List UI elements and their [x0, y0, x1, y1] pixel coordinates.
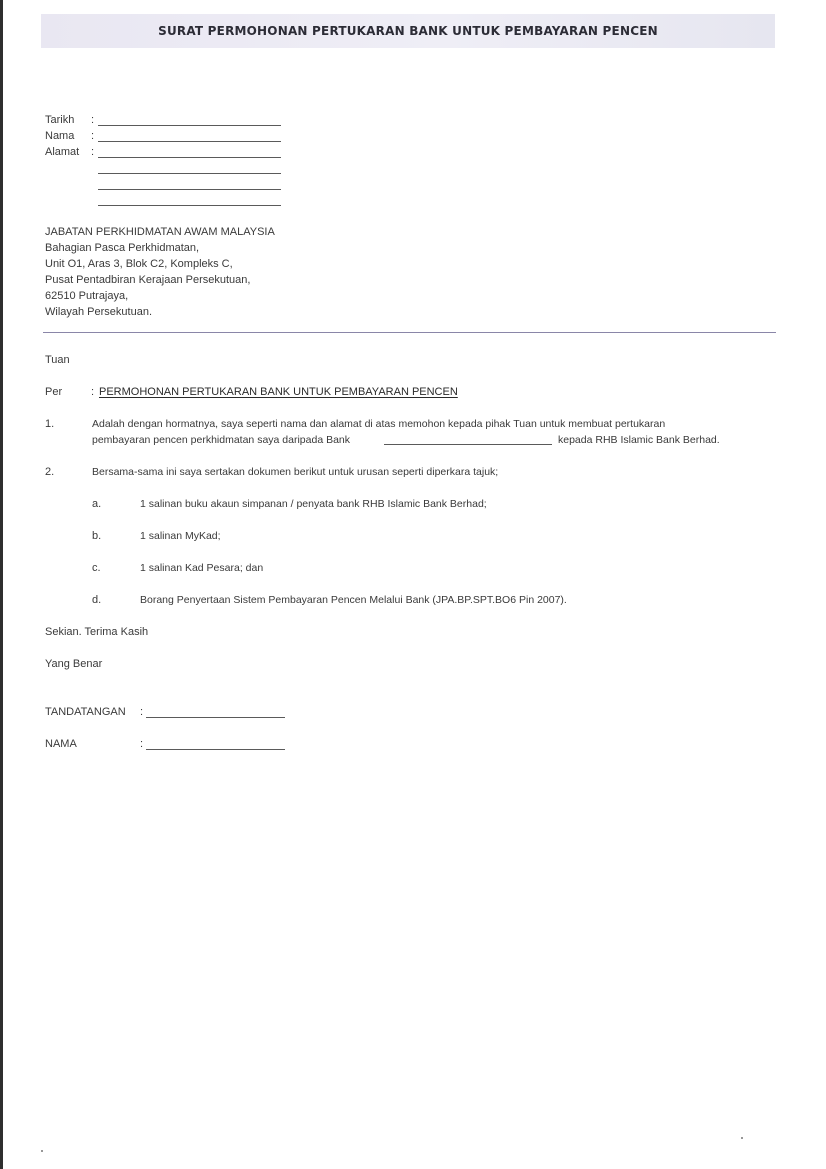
nama-field-line[interactable]	[98, 141, 281, 142]
signature-name-field-line[interactable]	[146, 749, 285, 750]
signature-nama-colon: :	[140, 738, 144, 750]
alamat-field-line-2[interactable]	[98, 173, 281, 174]
alamat-label: Alamat	[45, 146, 80, 158]
para1-line-2-end: kepada RHB Islamic Bank Berhad.	[558, 434, 720, 446]
bank-name-field-line[interactable]	[384, 444, 552, 445]
nama-colon: :	[91, 130, 95, 142]
alamat-field-line-4[interactable]	[98, 205, 281, 206]
recipient-line-2: Bahagian Pasca Perkhidmatan,	[45, 242, 200, 254]
salutation: Tuan	[45, 354, 70, 366]
para2-number: 2.	[45, 466, 55, 478]
signature-field-line[interactable]	[146, 717, 285, 718]
alamat-colon: :	[91, 146, 95, 158]
divider-rule	[43, 332, 776, 333]
list-item-a-text: 1 salinan buku akaun simpanan / penyata bank RHB Islamic Bank Berhad;	[140, 498, 487, 510]
para1-line-1: Adalah dengan hormatnya, saya seperti nama dan alamat di atas memohon kepada pihak Tuan untuk membuat pertukaran	[92, 418, 666, 430]
closing-text: Sekian. Terima Kasih	[45, 626, 149, 638]
list-item-c-letter: c.	[92, 562, 101, 574]
list-item-d-letter: d.	[92, 594, 102, 606]
recipient-line-1: JABATAN PERKHIDMATAN AWAM MALAYSIA	[45, 226, 275, 238]
list-item-a-letter: a.	[92, 498, 102, 510]
list-item-d-text: Borang Penyertaan Sistem Pembayaran Pencen Melalui Bank (JPA.BP.SPT.BO6 Pin 2007).	[140, 594, 567, 606]
scan-speck	[741, 1137, 743, 1139]
tarikh-label: Tarikh	[45, 114, 75, 126]
recipient-line-6: Wilayah Persekutuan.	[45, 306, 152, 318]
list-item-b-letter: b.	[92, 530, 102, 542]
para2-text: Bersama-sama ini saya sertakan dokumen berikut untuk urusan seperti diperkara tajuk;	[92, 466, 499, 478]
tarikh-field-line[interactable]	[98, 125, 281, 126]
subject-colon: :	[91, 386, 95, 398]
tandatangan-label: TANDATANGAN	[45, 706, 126, 718]
list-item-c-text: 1 salinan Kad Pesara; dan	[140, 562, 264, 574]
signature-nama-label: NAMA	[45, 738, 77, 750]
para1-number: 1.	[45, 418, 55, 430]
alamat-field-line-1[interactable]	[98, 157, 281, 158]
scan-speck	[41, 1150, 43, 1152]
subject-text: PERMOHONAN PERTUKARAN BANK UNTUK PEMBAYARAN PENCEN	[99, 386, 458, 398]
recipient-line-4: Pusat Pentadbiran Kerajaan Persekutuan,	[45, 274, 251, 286]
sign-off-text: Yang Benar	[45, 658, 103, 670]
recipient-line-3: Unit O1, Aras 3, Blok C2, Kompleks C,	[45, 258, 233, 270]
list-item-b-text: 1 salinan MyKad;	[140, 530, 221, 542]
scan-edge	[0, 0, 3, 1169]
alamat-field-line-3[interactable]	[98, 189, 281, 190]
tandatangan-colon: :	[140, 706, 144, 718]
subject-label: Per	[45, 386, 63, 398]
nama-label: Nama	[45, 130, 75, 142]
tarikh-colon: :	[91, 114, 95, 126]
recipient-line-5: 62510 Putrajaya,	[45, 290, 129, 302]
document-title: SURAT PERMOHONAN PERTUKARAN BANK UNTUK PEMBAYARAN PENCEN	[158, 24, 658, 38]
title-banner	[41, 14, 775, 48]
para1-line-2-start: pembayaran pencen perkhidmatan saya daripada Bank	[92, 434, 351, 446]
